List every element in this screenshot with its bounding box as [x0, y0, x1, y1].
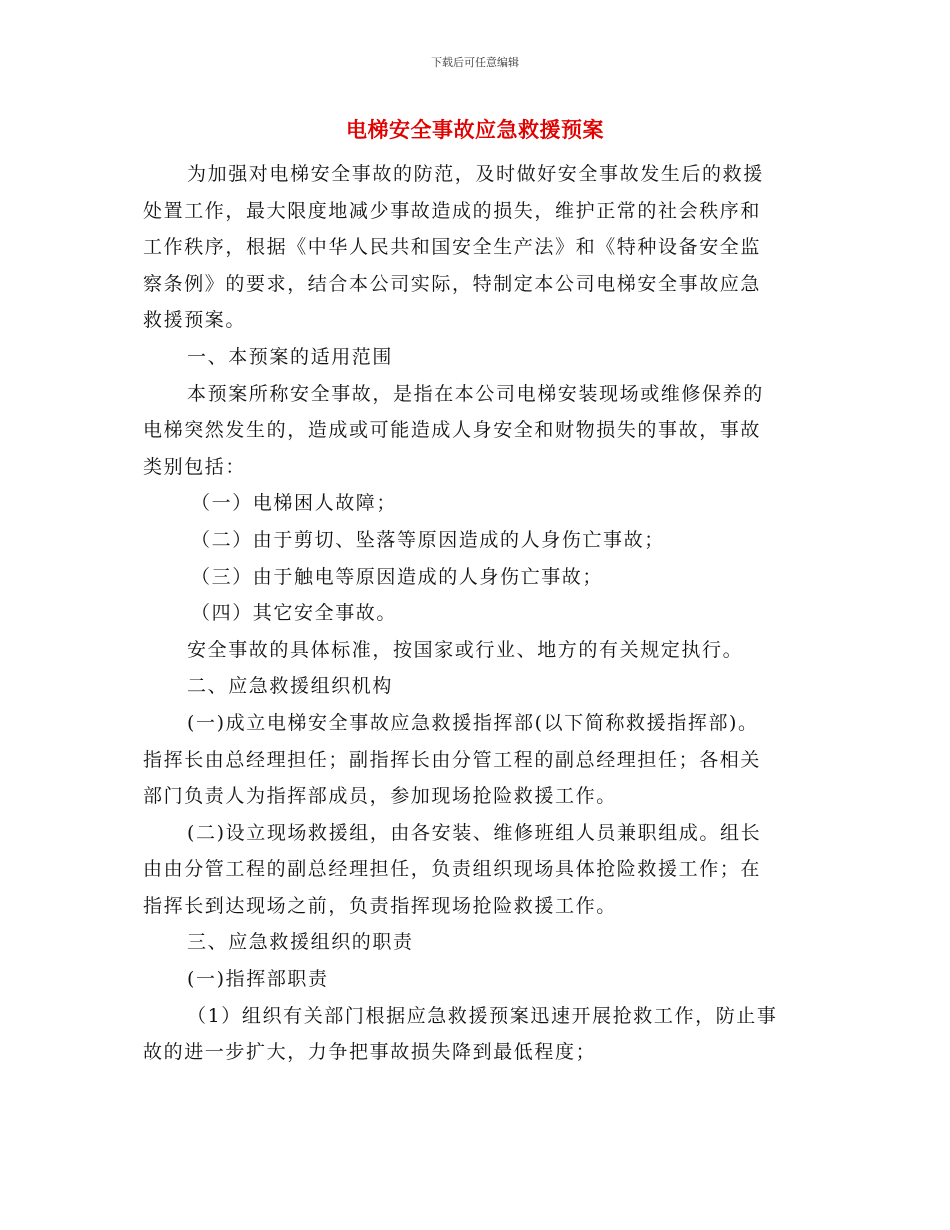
paragraph-line: 工作秩序，根据《中华人民共和国安全生产法》和《特种设备安全监: [143, 236, 762, 259]
list-item: （三）由于触电等原因造成的人身伤亡事故；: [191, 565, 604, 588]
paragraph-line: （1）组织有关部门根据应急救援预案迅速开展抢救工作，防止事: [187, 1004, 778, 1027]
list-item: （四）其它安全事故。: [191, 602, 398, 625]
paragraph-line: 指挥长由总经理担任；副指挥长由分管工程的副总经理担任；各相关: [143, 748, 762, 771]
section-heading: 一、本预案的适用范围: [187, 345, 394, 368]
document-title: 电梯安全事故应急救援预案: [346, 117, 604, 142]
paragraph-line: 为加强对电梯安全事故的防范，及时做好安全事故发生后的救援: [187, 163, 764, 185]
paragraph-line: 故的进一步扩大，力争把事故损失降到最低程度；: [143, 1041, 597, 1064]
section-heading: 二、应急救援组织机构: [187, 675, 394, 698]
list-item: （一）电梯困人故障；: [191, 492, 398, 515]
paragraph-line: (二)设立现场救援组，由各安装、维修班组人员兼职组成。组长: [187, 821, 762, 844]
paragraph-line: 由由分管工程的副总经理担任，负责组织现场具体抢险救援工作；在: [143, 858, 762, 881]
paragraph-line: 电梯突然发生的，造成或可能造成人身安全和财物损失的事故，事故: [143, 419, 762, 442]
list-item: （二）由于剪切、坠落等原因造成的人身伤亡事故；: [191, 528, 665, 551]
paragraph-line: 类别包括：: [143, 455, 247, 478]
paragraph-line: 指挥长到达现场之前，负责指挥现场抢险救援工作。: [143, 894, 617, 917]
paragraph-line: 察条例》的要求，结合本公司实际，特制定本公司电梯安全事故应急: [143, 272, 762, 295]
paragraph-line: 本预案所称安全事故，是指在本公司电梯安装现场或维修保养的: [187, 382, 764, 405]
paragraph-line: 救援预案。: [143, 309, 247, 332]
paragraph-line: 安全事故的具体标准，按国家或行业、地方的有关规定执行。: [187, 638, 744, 661]
section-heading: 三、应急救援组织的职责: [187, 931, 414, 954]
header-note: 下载后可任意编辑: [431, 56, 519, 69]
paragraph-line: (一)成立电梯安全事故应急救援指挥部(以下简称救援指挥部)。: [187, 711, 759, 734]
paragraph-line: 处置工作，最大限度地减少事故造成的损失，维护正常的社会秩序和: [143, 199, 762, 222]
document-body: [143, 156, 808, 1071]
subsection-heading: (一)指挥部职责: [187, 968, 329, 991]
paragraph-line: 部门负责人为指挥部成员，参加现场抢险救援工作。: [143, 785, 617, 808]
